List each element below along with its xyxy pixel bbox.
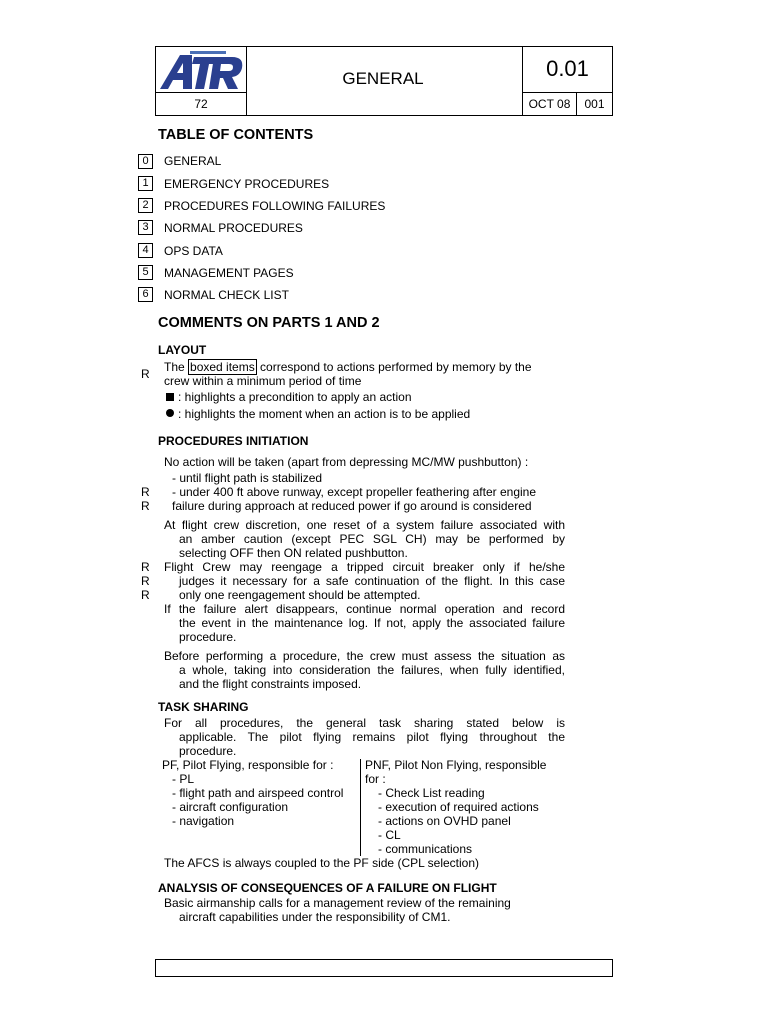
revision-mark: R — [141, 485, 150, 499]
layout-line-2: crew within a minimum period of time — [164, 374, 362, 388]
revision-mark: R — [141, 560, 150, 574]
revision-mark: R — [141, 367, 150, 381]
revision-date: OCT 08 — [522, 93, 577, 115]
initiation-heading: PROCEDURES INITIATION — [158, 434, 309, 448]
layout-heading: LAYOUT — [158, 343, 207, 357]
page-header — [155, 46, 613, 116]
toc-number-1: 1 — [138, 176, 153, 191]
initiation-para-breaker: Flight Crew may reengage a tripped circuit breaker only if he/she judges it necessary for a safe continuation of the flight. In this case only one reengagement should be attempted. — [164, 560, 565, 602]
toc-item-management[interactable]: MANAGEMENT PAGES — [164, 266, 294, 280]
square-bullet-icon — [166, 393, 174, 401]
revision-number: 001 — [584, 97, 605, 111]
task-sharing-heading: TASK SHARING — [158, 700, 249, 714]
revision-mark: R — [141, 574, 150, 588]
square-bullet-text: : highlights a precondition to apply an action — [178, 390, 412, 404]
toc-item-emergency[interactable]: EMERGENCY PROCEDURES — [164, 177, 330, 191]
toc-number-0: 0 — [138, 154, 153, 169]
pnf-item: - communications — [378, 842, 473, 856]
toc-number-3: 3 — [138, 220, 153, 235]
pnf-heading-cont: for : — [365, 772, 386, 786]
initiation-bullet-2-cont: failure during approach at reduced power if go around is considered — [172, 499, 532, 513]
page-title: GENERAL — [342, 69, 424, 88]
toc-heading: TABLE OF CONTENTS — [158, 127, 314, 143]
pf-item: - PL — [172, 772, 195, 786]
analysis-line-2: aircraft capabilities under the responsibility of CM1. — [179, 910, 451, 924]
dot-bullet-text: : highlights the moment when an action is to be applied — [178, 407, 471, 421]
analysis-line-1: Basic airmanship calls for a management review of the remaining — [164, 896, 511, 910]
toc-number-2: 2 — [138, 198, 153, 213]
atr-logo — [156, 47, 247, 93]
toc-number-4: 4 — [138, 243, 153, 258]
boxed-items-sample: boxed items — [190, 360, 255, 374]
afcs-note: The AFCS is always coupled to the PF side (CPL selection) — [164, 856, 480, 870]
toc-item-general[interactable]: GENERAL — [164, 154, 222, 168]
toc-number-6: 6 — [138, 287, 153, 302]
pnf-item: - execution of required actions — [378, 800, 539, 814]
page-footer — [155, 959, 613, 977]
initiation-para-reset: At flight crew discretion, one reset of a system failure associated with an amber caution (except PEC SGL CH) may be performed by selecting OFF then ON related pushbutton. — [164, 518, 565, 560]
pnf-item: - Check List reading — [378, 786, 485, 800]
toc-item-failures[interactable]: PROCEDURES FOLLOWING FAILURES — [164, 199, 386, 213]
initiation-intro: No action will be taken (apart from depressing MC/MW pushbutton) : — [164, 455, 529, 469]
task-sharing-para: For all procedures, the general task sharing stated below is applicable. The pilot flying remains pilot flying throughout the procedure. — [164, 716, 565, 758]
pf-item: - aircraft configuration — [172, 800, 289, 814]
pnf-item: - actions on OVHD panel — [378, 814, 511, 828]
analysis-heading: ANALYSIS OF CONSEQUENCES OF A FAILURE ON FLIGHT — [158, 881, 497, 895]
initiation-para-assess: Before performing a procedure, the crew must assess the situation as a whole, taking into consideration the failures, when fully identified, and the flight constraints imposed. — [164, 649, 565, 691]
initiation-bullet-1: - until flight path is stabilized — [172, 471, 323, 485]
pf-item: - navigation — [172, 814, 235, 828]
dot-bullet-icon — [166, 409, 174, 417]
pf-heading: PF, Pilot Flying, responsible for : — [162, 758, 334, 772]
aircraft-model: 72 — [156, 93, 247, 115]
pnf-item: - CL — [378, 828, 401, 842]
initiation-bullet-2: - under 400 ft above runway, except propeller feathering after engine — [172, 485, 537, 499]
toc-item-checklist[interactable]: NORMAL CHECK LIST — [164, 288, 289, 302]
toc-number-5: 5 — [138, 265, 153, 280]
toc-item-normal[interactable]: NORMAL PROCEDURES — [164, 221, 303, 235]
section-number: 0.01 — [522, 47, 612, 93]
column-divider — [360, 759, 361, 856]
revision-mark: R — [141, 588, 150, 602]
pnf-heading: PNF, Pilot Non Flying, responsible — [365, 758, 547, 772]
initiation-para-alert: If the failure alert disappears, continue normal operation and record the event in the maintenance log. If not, apply the associated failure procedure. — [164, 602, 565, 644]
pf-item: - flight path and airspeed control — [172, 786, 344, 800]
revision-mark: R — [141, 499, 150, 513]
comments-heading: COMMENTS ON PARTS 1 AND 2 — [158, 315, 380, 331]
toc-item-ops-data[interactable]: OPS DATA — [164, 244, 223, 258]
layout-line-1: The boxed items correspond to actions performed by memory by the — [164, 360, 532, 374]
